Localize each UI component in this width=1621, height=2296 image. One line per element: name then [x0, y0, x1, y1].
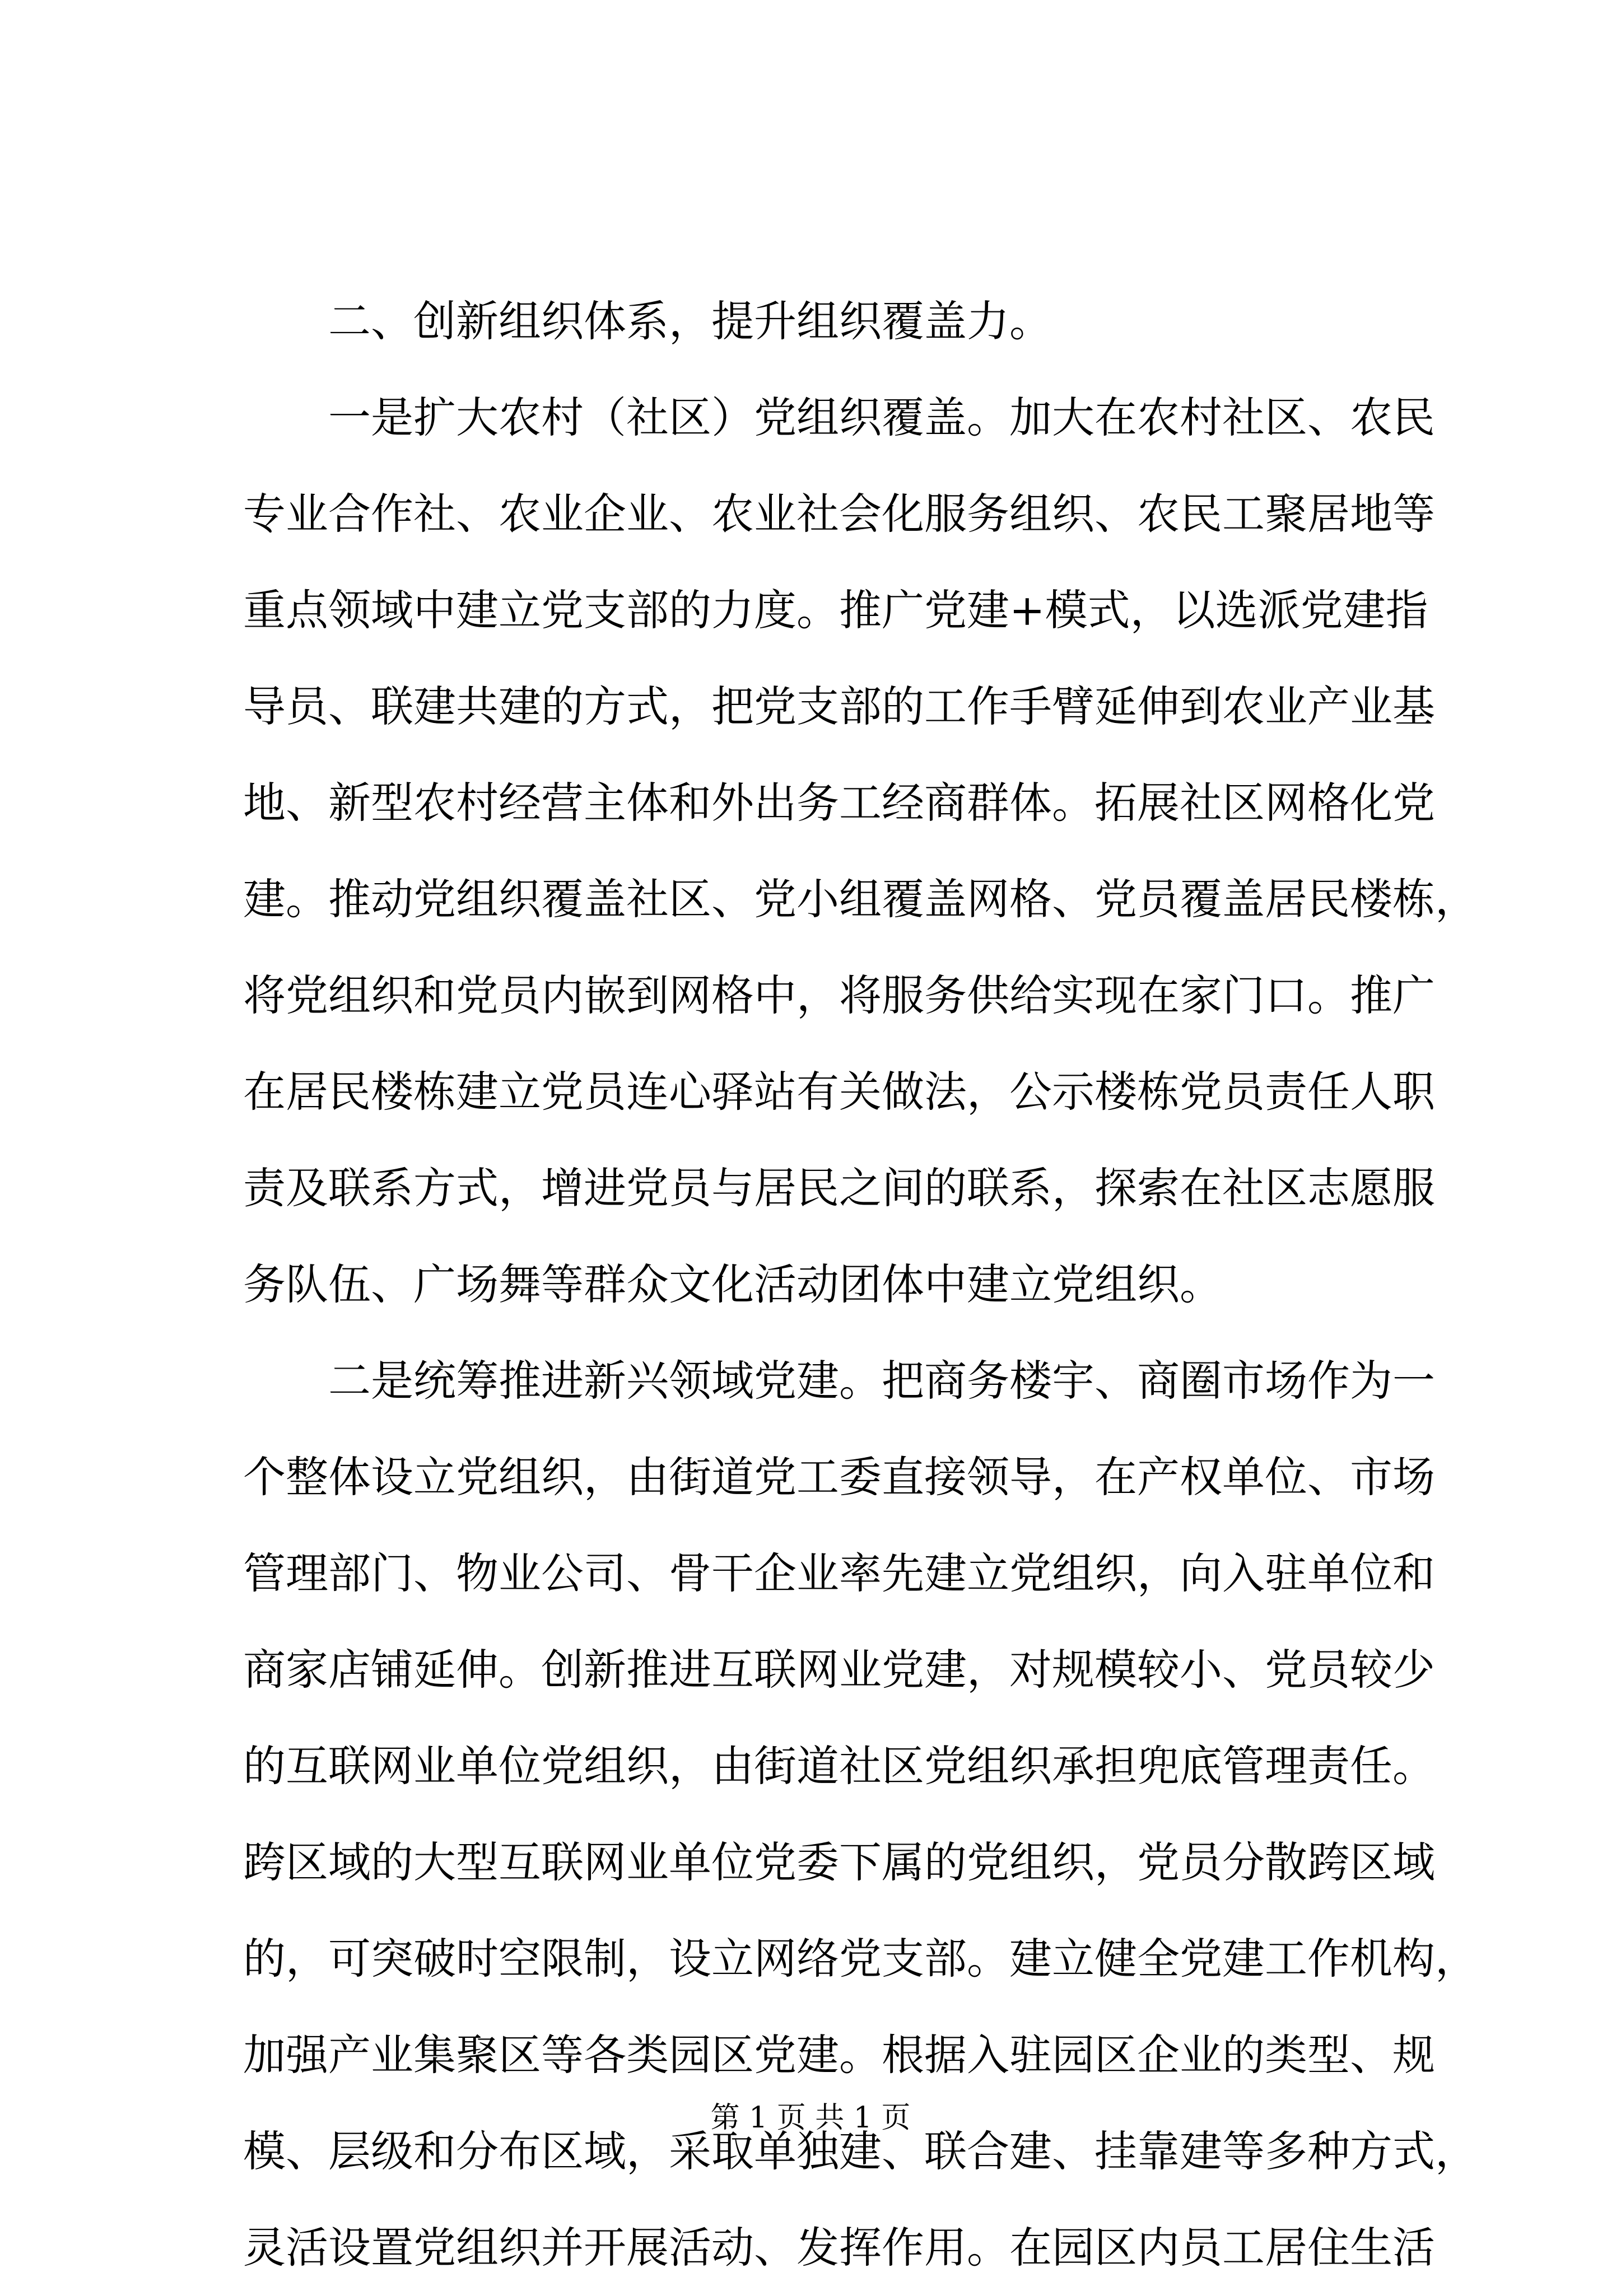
paragraph-line: 商家店铺延伸。创新推进互联网业党建，对规模较小、党员较少 — [243, 1645, 1435, 1695]
paragraph-line: 模、层级和分布区域，采取单独建、联合建、挂靠建等多种方式， — [243, 2126, 1478, 2176]
paragraph-line: 个整体设立党组织，由街道党工委直接领导，在产权单位、市场 — [243, 1452, 1435, 1502]
paragraph-line: 的，可突破时空限制，设立网络党支部。建立健全党建工作机构， — [243, 1934, 1478, 1984]
paragraph-line: 责及联系方式，增进党员与居民之间的联系，探索在社区志愿服 — [243, 1163, 1435, 1213]
paragraph-line: 重点领域中建立党支部的力度。推广党建+模式，以选派党建指 — [243, 585, 1428, 635]
section-heading: 二、创新组织体系，提升组织覆盖力。 — [328, 296, 1052, 346]
paragraph-line: 的互联网业单位党组织，由街道社区党组织承担兜底管理责任。 — [243, 1741, 1435, 1791]
paragraph-line: 管理部门、物业公司、骨干企业率先建立党组织，向入驻单位和 — [243, 1548, 1435, 1598]
paragraph-line: 跨区域的大型互联网业单位党委下属的党组织，党员分散跨区域 — [243, 1837, 1435, 1887]
paragraph-line: 二是统筹推进新兴领域党建。把商务楼宇、商圈市场作为一 — [328, 1356, 1435, 1406]
paragraph-line: 导员、联建共建的方式，把党支部的工作手臂延伸到农业产业基 — [243, 682, 1435, 731]
page-footer: 第 1 页 共 1 页 — [710, 2101, 911, 2135]
paragraph-line: 一是扩大农村（社区）党组织覆盖。加大在农村社区、农民 — [328, 393, 1435, 442]
paragraph-line: 地、新型农村经营主体和外出务工经商群体。拓展社区网格化党 — [243, 778, 1435, 828]
document-body — [243, 273, 1478, 2296]
paragraph-line: 灵活设置党组织并开展活动、发挥作用。在园区内员工居住生活 — [243, 2223, 1435, 2272]
paragraph-line: 建。推动党组织覆盖社区、党小组覆盖网格、党员覆盖居民楼栋， — [243, 874, 1478, 924]
paragraph-line: 加强产业集聚区等各类园区党建。根据入驻园区企业的类型、规 — [243, 2030, 1435, 2080]
paragraph-line: 在居民楼栋建立党员连心驿站有关做法，公示楼栋党员责任人职 — [243, 1067, 1435, 1117]
paragraph-line: 专业合作社、农业企业、农业社会化服务组织、农民工聚居地等 — [243, 489, 1435, 539]
paragraph-line: 务队伍、广场舞等群众文化活动团体中建立党组织。 — [243, 1259, 1222, 1309]
paragraph-line: 将党组织和党员内嵌到网格中，将服务供给实现在家门口。推广 — [243, 970, 1435, 1020]
